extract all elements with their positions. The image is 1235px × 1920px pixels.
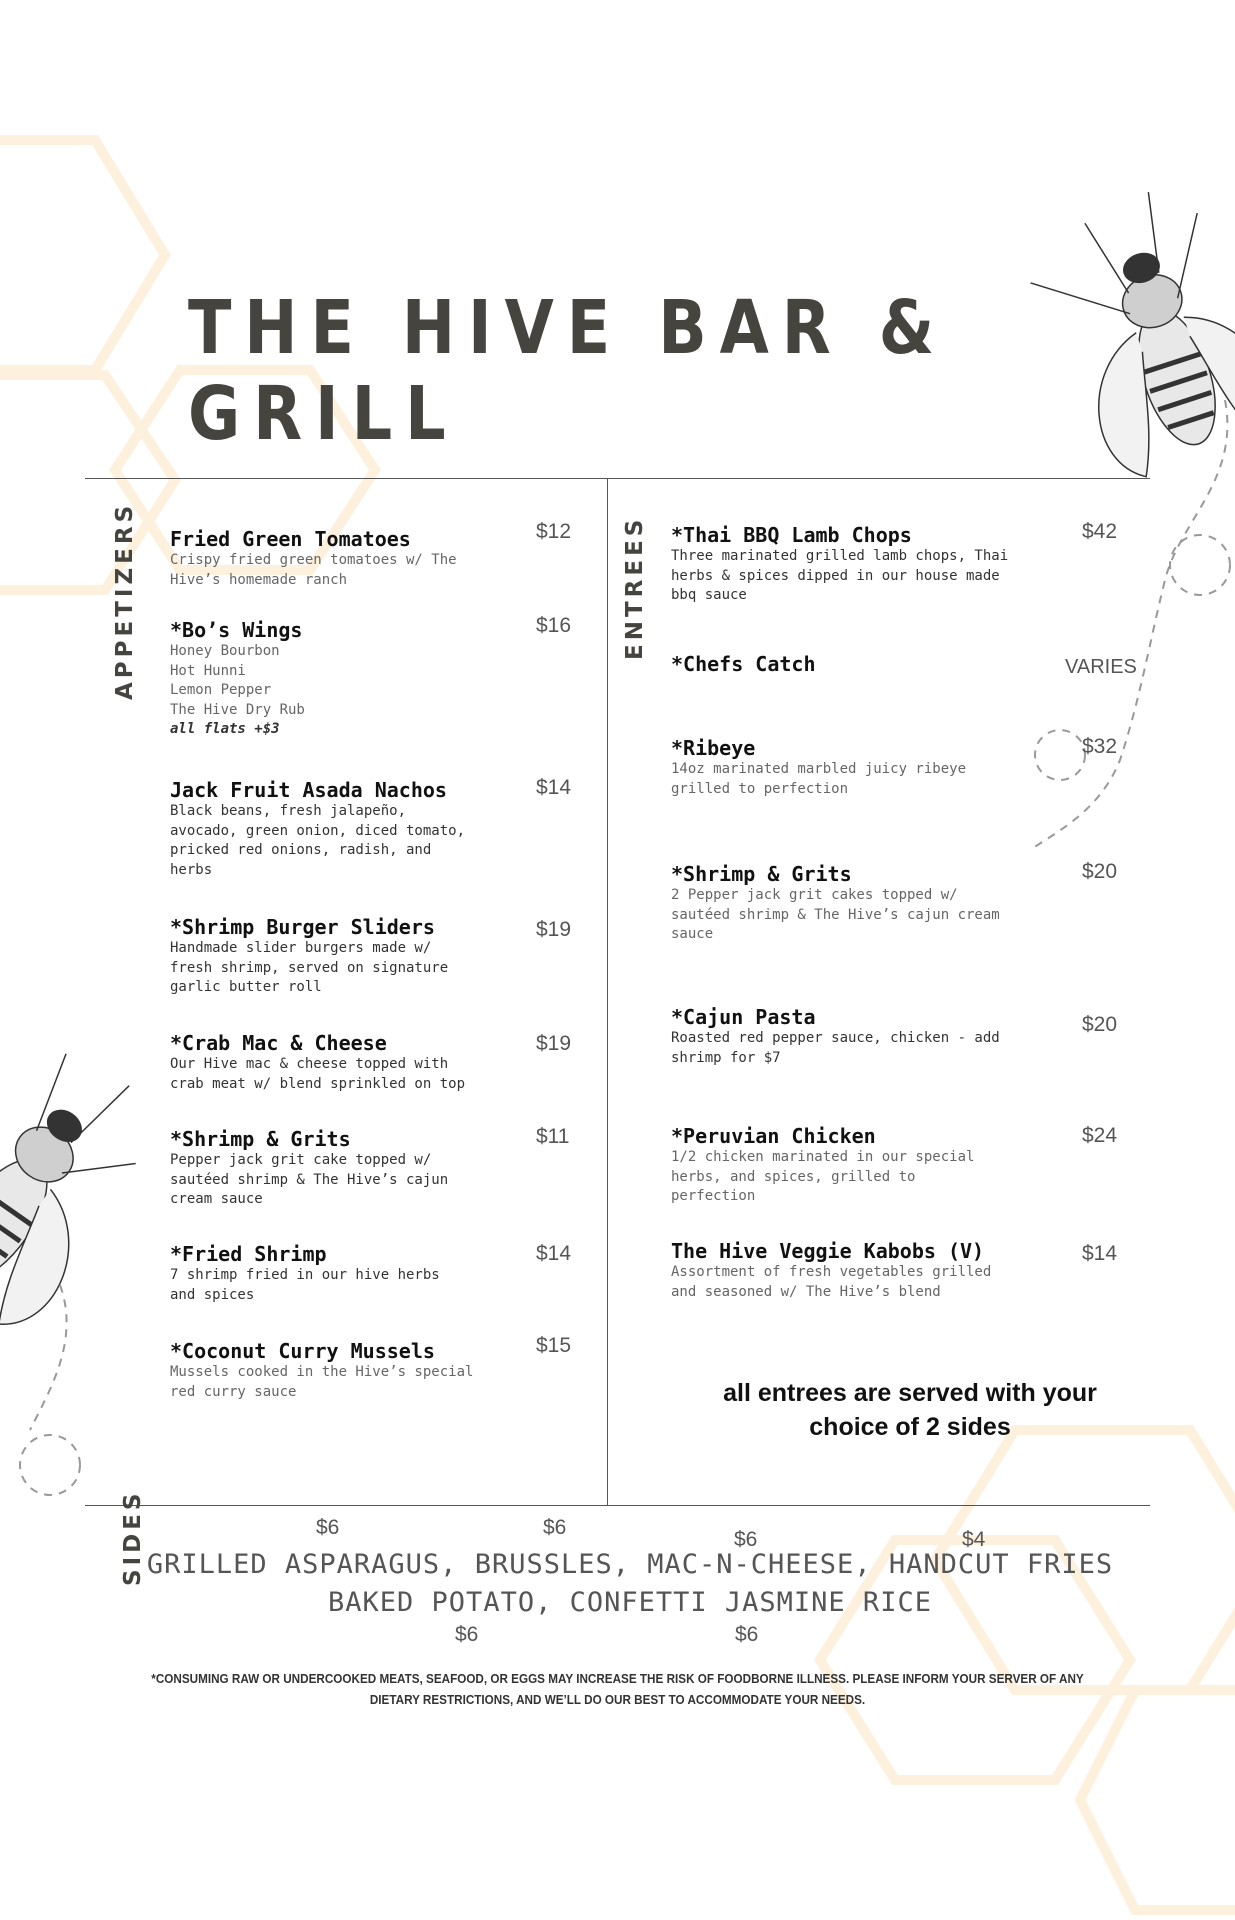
- item-price: $14: [536, 1242, 572, 1265]
- side-price: $6: [316, 1516, 340, 1539]
- bee-illustration-icon: [0, 1046, 177, 1341]
- item-description: Honey Bourbon Hot Hunni Lemon Pepper The Hive Dry Rub: [170, 643, 305, 718]
- item-description: Mussels cooked in the Hive’s special red curry sauce: [170, 1364, 474, 1400]
- item-price: $32: [1082, 735, 1118, 758]
- bottom-divider: [85, 1505, 1150, 1506]
- column-divider: [607, 478, 608, 1505]
- item-description: Assortment of fresh vegetables grilled and seasoned w/ The Hive’s blend: [671, 1264, 992, 1300]
- entree-item: [671, 1239, 1071, 1302]
- entree-item: [671, 523, 1071, 606]
- entree-item: [671, 736, 1071, 799]
- item-description: Pepper jack grit cake topped w/ sautéed shrimp & The Hive’s cajun cream sauce: [170, 1152, 449, 1207]
- item-name: *Chefs Catch: [671, 652, 816, 676]
- section-label-sides: SIDES: [120, 1489, 146, 1586]
- item-name: *Shrimp & Grits: [671, 862, 852, 886]
- item-price: $24: [1082, 1124, 1118, 1147]
- item-note: all flats +$3: [170, 721, 280, 737]
- item-name: *Peruvian Chicken: [671, 1124, 876, 1148]
- top-divider: [85, 478, 1150, 479]
- entree-item: [671, 862, 1071, 945]
- section-label-entrees: ENTREES: [622, 515, 648, 660]
- item-description: Three marinated grilled lamb chops, Thai herbs & spices dipped in our house made bbq sauce: [671, 548, 1009, 603]
- entree-item: [671, 1005, 1071, 1068]
- entree-sides-note: all entrees are served with your choice of 2 sides: [723, 1379, 1097, 1441]
- side-price: $4: [962, 1528, 986, 1551]
- sides-list-line-1: GRILLED ASPARAGUS, BRUSSLES, MAC-N-CHEESE, HANDCUT FRIES: [146, 1549, 1114, 1580]
- item-price: $11: [536, 1125, 570, 1148]
- item-name: *Shrimp & Grits: [170, 1127, 351, 1151]
- item-price: $15: [536, 1334, 572, 1357]
- item-price: VARIES: [1065, 656, 1137, 678]
- item-description: Handmade slider burgers made w/ fresh shrimp, served on signature garlic butter roll: [170, 940, 449, 995]
- item-price: $16: [536, 614, 572, 637]
- item-price: $20: [1082, 860, 1118, 883]
- item-price: $12: [536, 520, 572, 543]
- item-name: *Cajun Pasta: [671, 1005, 816, 1029]
- appetizer-item: [170, 527, 530, 590]
- side-price: $6: [734, 1528, 758, 1551]
- item-price: $19: [536, 918, 572, 941]
- item-price: $20: [1082, 1013, 1118, 1036]
- appetizer-item: [170, 915, 530, 998]
- item-name: *Fried Shrimp: [170, 1242, 327, 1266]
- sides-list-line-2: BAKED POTATO, CONFETTI JASMINE RICE: [328, 1587, 932, 1618]
- item-description: 7 shrimp fried in our hive herbs and spices: [170, 1267, 440, 1303]
- appetizer-item: [170, 1127, 530, 1210]
- item-description: 14oz marinated marbled juicy ribeye grilled to perfection: [671, 761, 967, 797]
- item-description: Black beans, fresh jalapeño, avocado, green onion, diced tomato, pricked red onions, radish, and herbs: [170, 803, 466, 878]
- item-price: $14: [1082, 1242, 1118, 1265]
- item-description: 1/2 chicken marinated in our special herbs, and spices, grilled to perfection: [671, 1149, 975, 1204]
- item-name: The Hive Veggie Kabobs (V): [671, 1239, 985, 1263]
- entree-item: [671, 652, 1071, 676]
- item-description: Crispy fried green tomatoes w/ The Hive’s homemade ranch: [170, 552, 457, 588]
- item-description: 2 Pepper jack grit cakes topped w/ sautéed shrimp & The Hive’s cajun cream sauce: [671, 887, 1000, 942]
- food-safety-disclaimer: *CONSUMING RAW OR UNDERCOOKED MEATS, SEAFOOD, OR EGGS MAY INCREASE THE RISK OF FOODBORNE ILLNESS. PLEASE INFORM YOUR SERVER OF ANY DIETARY RESTRICTIONS, AND WE’LL DO OUR BEST TO ACCOMMODATE YOUR NEEDS.: [151, 1671, 1084, 1707]
- side-price: $6: [543, 1516, 567, 1539]
- item-name: *Crab Mac & Cheese: [170, 1031, 387, 1055]
- item-description: Our Hive mac & cheese topped with crab meat w/ blend sprinkled on top: [170, 1056, 466, 1092]
- entree-item: [671, 1124, 1071, 1207]
- item-name: *Shrimp Burger Sliders: [170, 915, 435, 939]
- item-price: $14: [536, 776, 572, 799]
- item-price: $19: [536, 1032, 572, 1055]
- appetizer-item: [170, 1031, 530, 1094]
- appetizer-item: [170, 1339, 530, 1402]
- item-name: *Bo’s Wings: [170, 618, 303, 642]
- side-price: $6: [455, 1623, 479, 1646]
- appetizer-item: [170, 618, 530, 740]
- item-description: Roasted red pepper sauce, chicken - add shrimp for $7: [671, 1030, 1000, 1066]
- appetizer-item: [170, 1242, 530, 1305]
- section-label-appetizers: APPETIZERS: [112, 501, 138, 700]
- item-price: $42: [1082, 520, 1118, 543]
- side-price: $6: [735, 1623, 759, 1646]
- item-name: Jack Fruit Asada Nachos: [170, 778, 447, 802]
- item-name: Fried Green Tomatoes: [170, 527, 411, 551]
- page-title: THE HIVE BAR & GRILL: [188, 285, 948, 457]
- item-name: *Ribeye: [671, 736, 756, 760]
- item-name: *Coconut Curry Mussels: [170, 1339, 435, 1363]
- item-name: *Thai BBQ Lamb Chops: [671, 523, 912, 547]
- appetizer-item: [170, 778, 530, 880]
